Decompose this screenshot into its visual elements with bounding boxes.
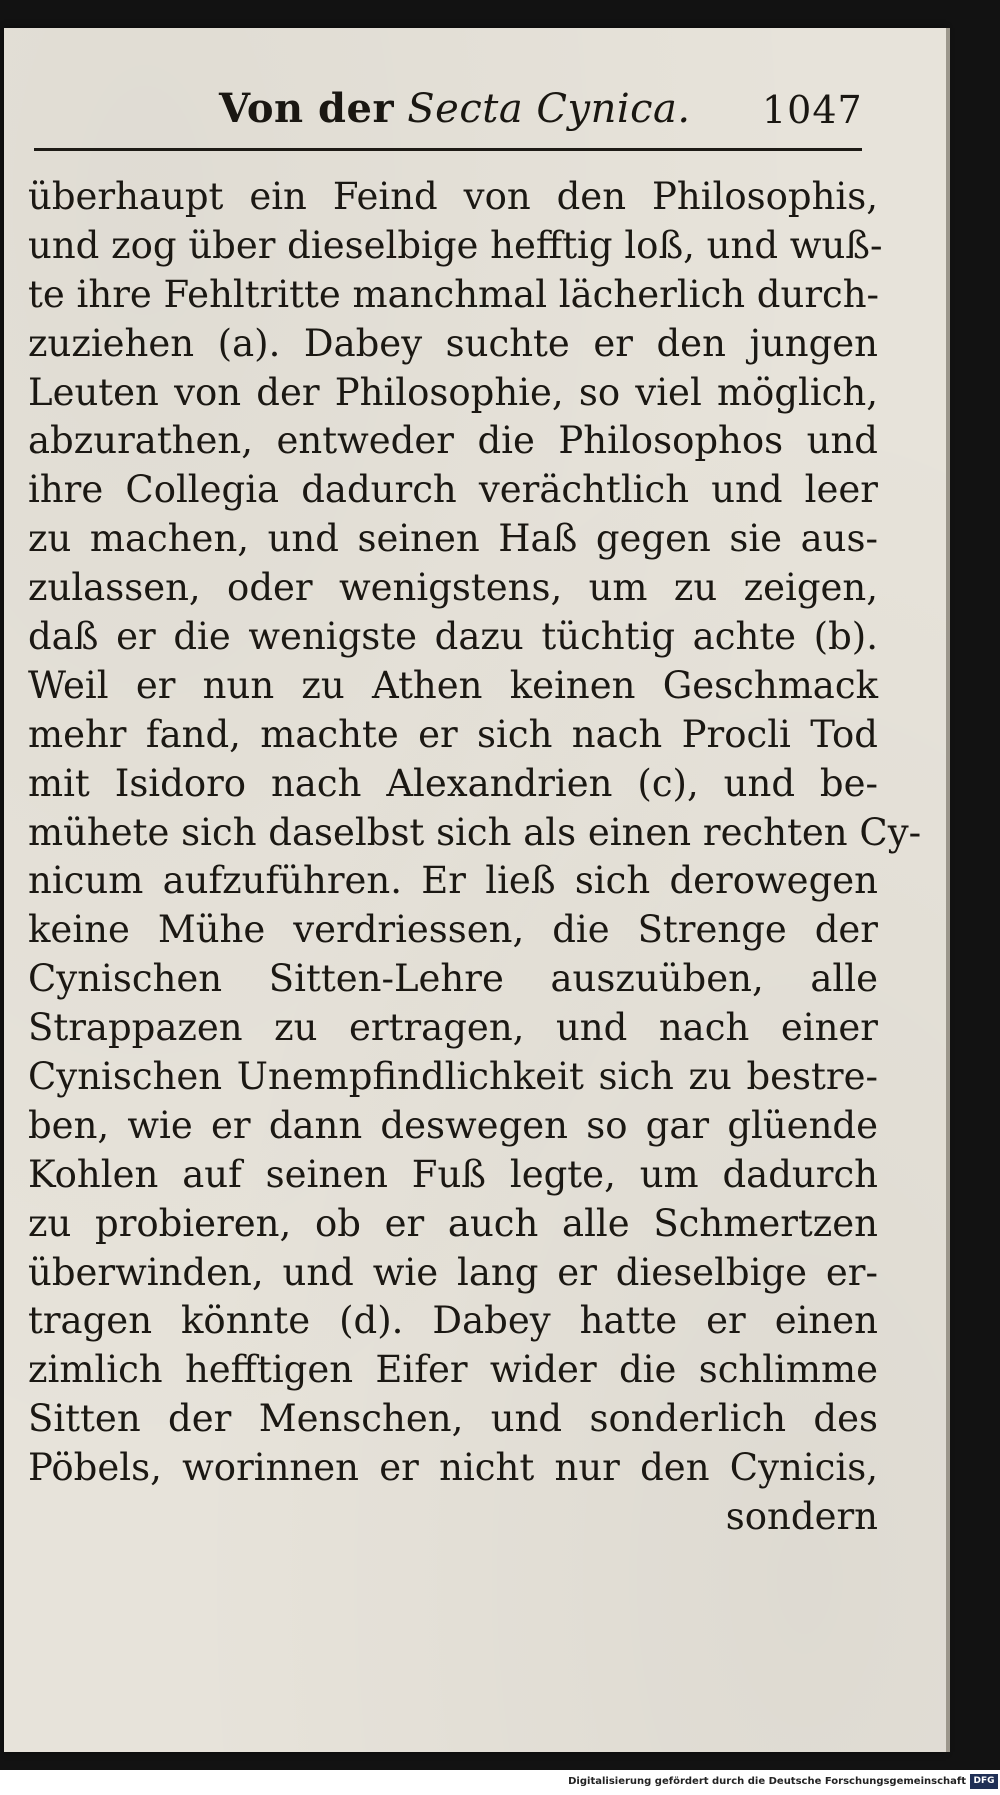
footer-credit: Digitalisierung gefördert durch die Deutsche Forschungsgemeinschaft	[568, 1776, 966, 1787]
text-line: mehr fand, machte er sich nach Procli Tod	[28, 712, 878, 756]
page-header	[4, 28, 946, 138]
text-line: ihre Collegia dadurch verächtlich und leer	[28, 468, 878, 512]
text-line: und zog über dieselbige hefftig loß, und wuß-	[28, 223, 883, 267]
text-line: mit Isidoro nach Alexandrien (c), und be-	[28, 761, 878, 805]
text-line: daß er die wenigste dazu tüchtig achte (b).	[28, 615, 878, 659]
body-text	[28, 173, 922, 1542]
header-rule	[34, 148, 862, 151]
text-line: Sitten der Menschen, und sonderlich des	[28, 1397, 878, 1441]
text-line: abzurathen, entweder die Philosophos und	[28, 419, 878, 463]
catchword: sondern	[725, 1495, 878, 1539]
text-line: Kohlen auf seinen Fuß legte, um dadurch	[28, 1152, 878, 1196]
text-line: zimlich hefftigen Eifer wider die schlimme	[28, 1348, 878, 1392]
text-line: ben, wie er dann deswegen so gar glüende	[28, 1103, 878, 1147]
dfg-logo-icon: DFG	[970, 1774, 998, 1789]
text-line: Cynischen Sitten-Lehre auszuüben, alle	[28, 957, 878, 1001]
text-line: nicum aufzuführen. Er ließ sich derowegen	[28, 859, 878, 903]
running-title	[219, 85, 689, 132]
text-line: zu probieren, ob er auch alle Schmertzen	[28, 1201, 878, 1245]
page-edge	[946, 28, 950, 1752]
text-line: zu machen, und seinen Haß gegen sie aus-	[28, 517, 878, 561]
text-line: zuziehen (a). Dabey suchte er den jungen	[28, 321, 878, 365]
running-title-italic: Secta Cynica.	[407, 86, 691, 132]
text-line: mühete sich daselbst sich als einen rechten Cy-	[28, 810, 922, 854]
text-line: te ihre Fehltritte manchmal lächerlich durch-	[28, 272, 880, 316]
text-line: Cynischen Unempfindlichkeit sich zu bestre-	[28, 1055, 878, 1099]
text-line: überwinden, und wie lang er dieselbige er-	[28, 1250, 878, 1294]
text-line: Leuten von der Philosophie, so viel möglich,	[28, 370, 878, 414]
text-line: Strappazen zu ertragen, und nach einer	[28, 1006, 878, 1050]
page-number: 1047	[762, 88, 863, 132]
text-line: überhaupt ein Feind von den Philosophis,	[28, 175, 878, 218]
running-title-prefix: Von der	[219, 85, 395, 132]
text-line: zulassen, oder wenigstens, um zu zeigen,	[28, 566, 878, 610]
book-page	[4, 28, 946, 1752]
text-line: Pöbels, worinnen er nicht nur den Cynicis,	[28, 1446, 878, 1490]
text-line: Weil er nun zu Athen keinen Geschmack	[28, 663, 878, 707]
text-line: tragen könnte (d). Dabey hatte er einen	[28, 1299, 878, 1343]
footer-bar	[0, 1770, 1000, 1795]
text-line: keine Mühe verdriessen, die Strenge der	[28, 908, 878, 952]
